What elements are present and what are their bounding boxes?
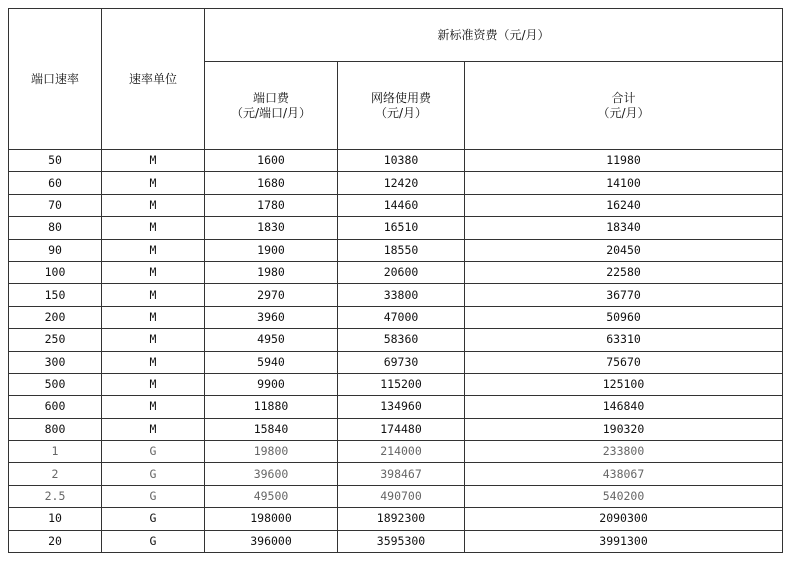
cell-network-fee: 1892300 [338, 508, 465, 530]
cell-rate-unit: M [102, 284, 205, 306]
cell-port-fee: 396000 [205, 530, 338, 552]
cell-total: 14100 [465, 172, 783, 194]
cell-total: 11980 [465, 150, 783, 172]
table-header [9, 9, 783, 150]
table-row [9, 373, 783, 395]
cell-port-fee: 11880 [205, 396, 338, 418]
cell-rate-unit: M [102, 373, 205, 395]
cell-total: 36770 [465, 284, 783, 306]
header-network-fee-line1: 网络使用费 [370, 90, 431, 105]
header-total-line2: （元/月） [597, 105, 650, 120]
header-total [465, 62, 783, 150]
header-port-fee-line2: （元/端口/月） [230, 105, 312, 120]
cell-network-fee: 58360 [338, 329, 465, 351]
table-body [9, 150, 783, 553]
cell-port-fee: 1980 [205, 261, 338, 283]
cell-total: 438067 [465, 463, 783, 485]
cell-network-fee: 47000 [338, 306, 465, 328]
header-network-fee [338, 62, 465, 150]
cell-total: 2090300 [465, 508, 783, 530]
cell-rate-unit: M [102, 261, 205, 283]
cell-rate-unit: G [102, 485, 205, 507]
table-row [9, 441, 783, 463]
cell-port-fee: 39600 [205, 463, 338, 485]
cell-total: 190320 [465, 418, 783, 440]
header-port-fee [205, 62, 338, 150]
header-row-top [9, 9, 783, 62]
cell-total: 3991300 [465, 530, 783, 552]
cell-port-rate: 50 [9, 150, 102, 172]
cell-total: 16240 [465, 194, 783, 216]
cell-rate-unit: M [102, 306, 205, 328]
cell-port-fee: 1830 [205, 217, 338, 239]
table-row [9, 485, 783, 507]
cell-rate-unit: M [102, 351, 205, 373]
table-row [9, 418, 783, 440]
cell-port-fee: 15840 [205, 418, 338, 440]
cell-total: 18340 [465, 217, 783, 239]
cell-port-fee: 19800 [205, 441, 338, 463]
header-total-line1: 合计 [611, 90, 636, 105]
cell-network-fee: 115200 [338, 373, 465, 395]
cell-port-fee: 1600 [205, 150, 338, 172]
cell-network-fee: 10380 [338, 150, 465, 172]
cell-rate-unit: M [102, 194, 205, 216]
cell-port-fee: 1780 [205, 194, 338, 216]
cell-rate-unit: G [102, 508, 205, 530]
cell-network-fee: 398467 [338, 463, 465, 485]
cell-port-rate: 90 [9, 239, 102, 261]
header-network-fee-line2: （元/月） [374, 105, 428, 120]
table-row [9, 239, 783, 261]
cell-rate-unit: M [102, 329, 205, 351]
cell-port-rate: 2.5 [9, 485, 102, 507]
cell-network-fee: 14460 [338, 194, 465, 216]
header-new-tariff-group: 新标准资费（元/月） [205, 9, 783, 62]
table-row [9, 172, 783, 194]
cell-port-rate: 100 [9, 261, 102, 283]
cell-rate-unit: G [102, 463, 205, 485]
cell-port-rate: 2 [9, 463, 102, 485]
table-row [9, 217, 783, 239]
cell-network-fee: 490700 [338, 485, 465, 507]
cell-port-rate: 60 [9, 172, 102, 194]
cell-network-fee: 69730 [338, 351, 465, 373]
cell-rate-unit: G [102, 441, 205, 463]
cell-port-rate: 300 [9, 351, 102, 373]
table-row [9, 329, 783, 351]
cell-total: 75670 [465, 351, 783, 373]
cell-total: 50960 [465, 306, 783, 328]
table-row [9, 530, 783, 552]
cell-network-fee: 18550 [338, 239, 465, 261]
cell-rate-unit: M [102, 396, 205, 418]
cell-rate-unit: M [102, 418, 205, 440]
cell-total: 22580 [465, 261, 783, 283]
cell-port-fee: 2970 [205, 284, 338, 306]
cell-port-rate: 20 [9, 530, 102, 552]
table-row [9, 396, 783, 418]
cell-total: 233800 [465, 441, 783, 463]
table-row [9, 306, 783, 328]
cell-network-fee: 134960 [338, 396, 465, 418]
table-row [9, 261, 783, 283]
table-row [9, 508, 783, 530]
cell-rate-unit: G [102, 530, 205, 552]
cell-port-rate: 150 [9, 284, 102, 306]
cell-total: 63310 [465, 329, 783, 351]
cell-port-rate: 10 [9, 508, 102, 530]
cell-port-fee: 5940 [205, 351, 338, 373]
cell-rate-unit: M [102, 150, 205, 172]
table-row [9, 351, 783, 373]
header-rate-unit: 速率单位 [102, 9, 205, 150]
cell-network-fee: 20600 [338, 261, 465, 283]
cell-port-rate: 600 [9, 396, 102, 418]
tariff-table-container [8, 8, 783, 553]
cell-rate-unit: M [102, 239, 205, 261]
cell-network-fee: 12420 [338, 172, 465, 194]
header-port-rate: 端口速率 [9, 9, 102, 150]
cell-port-fee: 9900 [205, 373, 338, 395]
cell-total: 125100 [465, 373, 783, 395]
cell-network-fee: 3595300 [338, 530, 465, 552]
cell-total: 146840 [465, 396, 783, 418]
cell-port-fee: 1900 [205, 239, 338, 261]
cell-port-rate: 500 [9, 373, 102, 395]
cell-port-fee: 3960 [205, 306, 338, 328]
tariff-table [8, 8, 783, 553]
cell-port-rate: 800 [9, 418, 102, 440]
table-row [9, 150, 783, 172]
table-row [9, 284, 783, 306]
cell-rate-unit: M [102, 217, 205, 239]
cell-port-rate: 80 [9, 217, 102, 239]
cell-total: 540200 [465, 485, 783, 507]
cell-rate-unit: M [102, 172, 205, 194]
cell-port-rate: 1 [9, 441, 102, 463]
cell-network-fee: 214000 [338, 441, 465, 463]
cell-total: 20450 [465, 239, 783, 261]
cell-network-fee: 33800 [338, 284, 465, 306]
cell-port-rate: 250 [9, 329, 102, 351]
cell-port-fee: 1680 [205, 172, 338, 194]
cell-port-rate: 200 [9, 306, 102, 328]
cell-port-rate: 70 [9, 194, 102, 216]
table-row [9, 463, 783, 485]
cell-port-fee: 198000 [205, 508, 338, 530]
header-port-fee-line1: 端口费 [252, 90, 289, 105]
cell-port-fee: 49500 [205, 485, 338, 507]
cell-network-fee: 174480 [338, 418, 465, 440]
cell-network-fee: 16510 [338, 217, 465, 239]
cell-port-fee: 4950 [205, 329, 338, 351]
table-row [9, 194, 783, 216]
